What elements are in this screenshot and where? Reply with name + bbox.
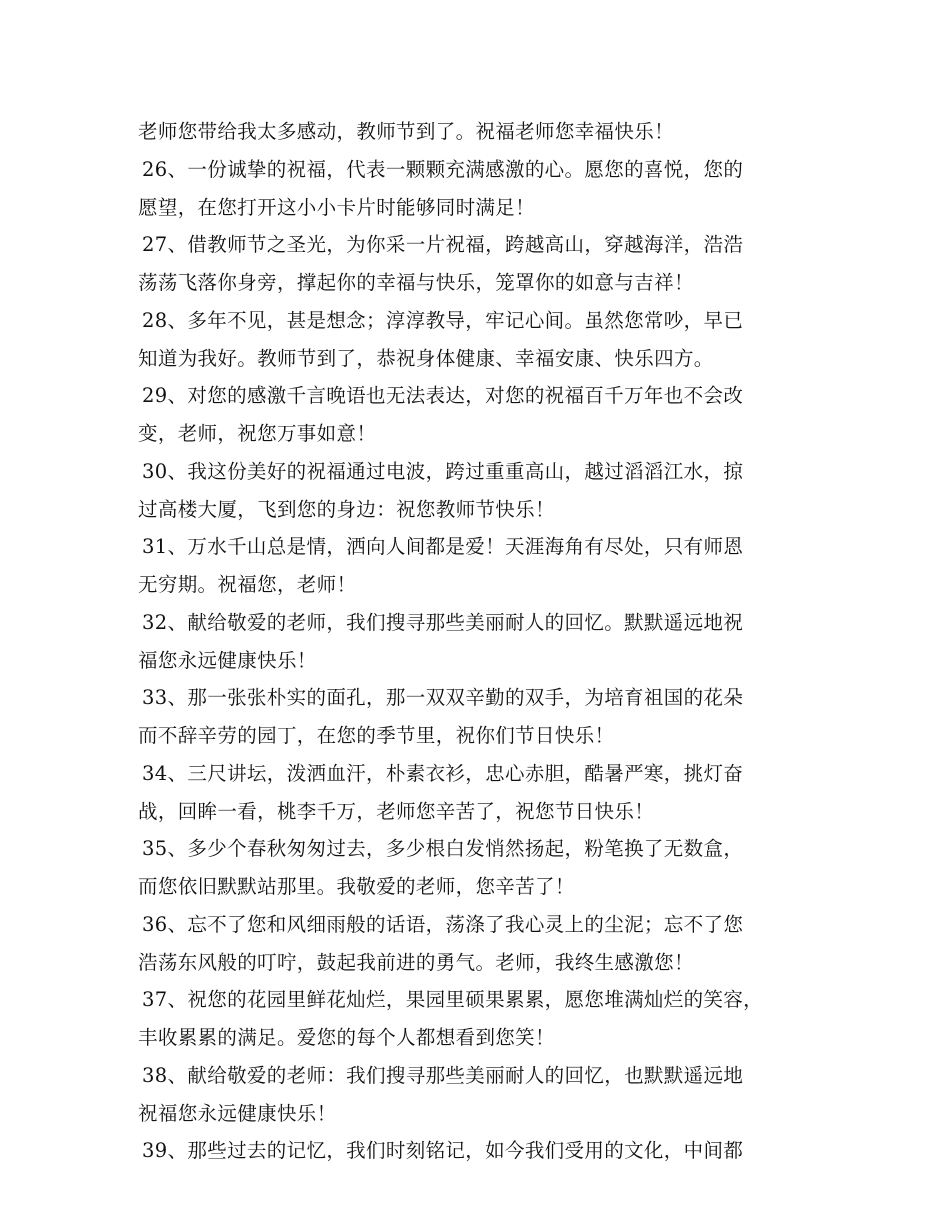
paragraph-line: 过高楼大厦，飞到您的身边：祝您教师节快乐！: [138, 497, 555, 521]
paragraph-start-line: 27、借教师节之圣光，为你采一片祝福，跨越高山，穿越海洋，浩浩: [142, 233, 744, 257]
paragraph-start-line: 29、对您的感激千言晚语也无法表达，对您的祝福百千万年也不会改: [142, 384, 744, 408]
paragraph-line: 而不辞辛劳的园丁，在您的季节里，祝你们节日快乐！: [138, 724, 615, 747]
document-body: [138, 113, 828, 1170]
paragraph-line: 知道为我好。教师节到了，恭祝身体健康、幸福安康、快乐四方。: [138, 346, 714, 370]
paragraph-start-line: 36、忘不了您和风细雨般的话语，荡涤了我心灵上的尘泥；忘不了您: [142, 912, 744, 936]
paragraph-line: 战，回眸一看，桃李千万，老师您辛苦了，祝您节日快乐！: [138, 799, 655, 823]
paragraph-line: 祝福您永远健康快乐！: [138, 1101, 337, 1125]
paragraph-start-line: 28、多年不见，甚是想念；淳淳教导，牢记心间。虽然您常吵，早已: [142, 308, 744, 332]
paragraph-line: 愿望，在您打开这小小卡片时能够同时满足！: [138, 195, 536, 219]
paragraph-line: 变，老师，祝您万事如意！: [138, 422, 377, 445]
paragraph-line: 老师您带给我太多感动，教师节到了。祝福老师您幸福快乐！: [138, 120, 674, 143]
paragraph-start-line: 38、献给敬爱的老师：我们搜寻那些美丽耐人的回忆，也默默遥远地: [142, 1063, 744, 1087]
paragraph-start-line: 33、那一张张朴实的面孔，那一双双辛勤的双手，为培育祖国的花朵: [142, 686, 744, 710]
paragraph-start-line: 35、多少个春秋匆匆过去，多少根白发悄然扬起，粉笔换了无数盒，: [142, 837, 744, 861]
paragraph-start-line: 39、那些过去的记忆，我们时刻铭记，如今我们受用的文化，中间都: [142, 1139, 744, 1163]
paragraph-line: 无穷期。祝福您，老师！: [138, 573, 357, 596]
paragraph-start-line: 26、一份诚挚的祝福，代表一颗颗充满感激的心。愿您的喜悦，您的: [142, 157, 744, 181]
paragraph-line: 福您永远健康快乐！: [138, 648, 317, 672]
paragraph-line: 荡荡飞落你身旁，撑起你的幸福与快乐，笼罩你的如意与吉祥！: [138, 271, 694, 294]
paragraph-line: 丰收累累的满足。爱您的每个人都想看到您笑！: [138, 1026, 555, 1049]
paragraph-start-line: 34、三尺讲坛，泼洒血汗，朴素衣衫，忠心赤胆，酷暑严寒，挑灯奋: [142, 761, 744, 785]
paragraph-start-line: 32、献给敬爱的老师，我们搜寻那些美丽耐人的回忆。默默遥远地祝: [142, 610, 744, 634]
paragraph-start-line: 37、祝您的花园里鲜花灿烂，果园里硕果累累，愿您堆满灿烂的笑容，: [142, 988, 764, 1012]
paragraph-start-line: 31、万水千山总是情，洒向人间都是爱！天涯海角有尽处，只有师恩: [142, 535, 744, 559]
paragraph-line: 浩荡东风般的叮咛，鼓起我前进的勇气。老师，我终生感激您！: [138, 950, 694, 974]
paragraph-start-line: 30、我这份美好的祝福通过电波，跨过重重高山，越过滔滔江水，掠: [142, 459, 744, 483]
paragraph-line: 而您依旧默默站那里。我敬爱的老师，您辛苦了！: [138, 875, 575, 898]
